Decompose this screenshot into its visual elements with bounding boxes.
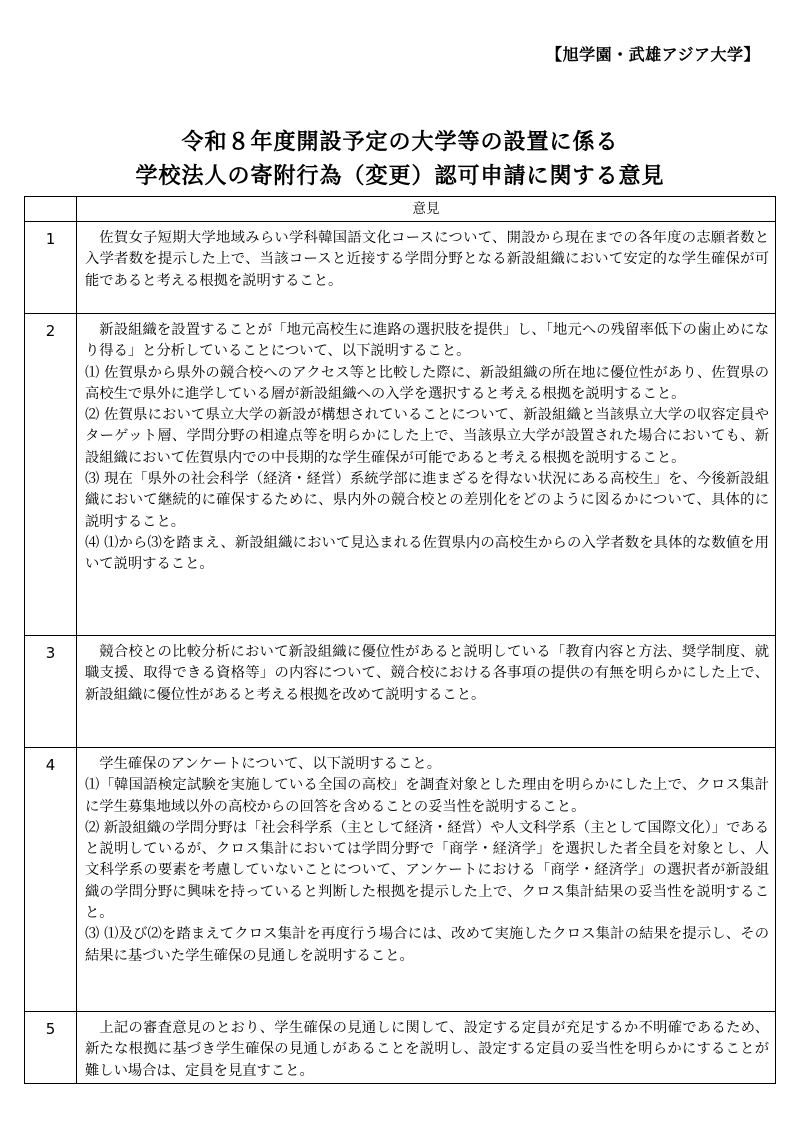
opinion-item: ⑴ 佐賀県から県外の競合校へのアクセス等と比較した際に、新設組織の所在地に優位性があり、佐賀県の高校生で県外に進学している層が新設組織への入学を選択すると考える根拠を説明すること。 — [85, 364, 769, 402]
opinion-paragraph: 競合校との比較分析において新設組織に優位性があると説明している「教育内容と方法、奨学制度、就職支援、取得できる資格等」の内容について、競合校における各事項の提供の有無を明らかにした上で、新設組織に優位性があると考える根拠を改めて説明すること。 — [85, 644, 769, 703]
title-line-2: 学校法人の寄附行為（変更）認可申請に関する意見 — [135, 164, 665, 189]
row-number: 4 — [25, 748, 77, 1012]
row-number: 3 — [25, 636, 77, 748]
table-row — [25, 1012, 776, 1084]
opinion-cell — [77, 748, 776, 1012]
opinion-item: ⑷ ⑴から⑶を踏まえ、新設組織において見込まれる佐賀県内の高校生からの入学者数を具体的な数値を用いて説明すること。 — [85, 534, 769, 573]
title-line-1: 令和８年度開設予定の大学等の設置に係る — [181, 130, 619, 155]
opinion-paragraph: 新設組織を設置することが「地元高校生に進路の選択肢を提供」し、「地元への残留率低下の歯止めになり得る」と分析していることについて、以下説明すること。 — [85, 322, 769, 360]
table-row — [25, 314, 776, 636]
table-row — [25, 222, 776, 314]
opinion-item: ⑵ 新設組織の学問分野は「社会科学系（主として経済・経営）や人文科学系（主として国際文化）」であると説明しているが、クロス集計においては学問分野で「商学・経済学」を選択した者全員を対象とし、人文科学系の要素を考慮していないことについて、アンケートにおける「商学・経済学」の選択者が新設組織の学問分野に興味を持っていると判断した根拠を提示した上で、クロス集計結果の妥当性を説明すること。 — [85, 819, 769, 922]
organization-label: 【旭学園・武雄アジア大学】 — [546, 45, 760, 64]
opinion-paragraph: 上記の審査意見のとおり、学生確保の見通しに関して、設定する定員が充足するか不明確であるため、新たな根拠に基づき学生確保の見通しがあることを説明し、設定する定員の妥当性を明らかにすることが難しい場合は、定員を見直すこと。 — [85, 1020, 769, 1079]
opinion-item: ⑴「韓国語検定試験を実施している全国の高校」を調査対象とした理由を明らかにした上で、クロス集計に学生募集地域以外の高校からの回答を含めることの妥当性を説明すること。 — [85, 777, 769, 815]
row-number: 2 — [25, 314, 77, 636]
opinion-item: ⑶ 現在「県外の社会科学（経済・経営）系統学部に進まざるを得ない状況にある高校生」を、今後新設組織において継続的に確保するために、県内外の競合校との差別化をどのように図るかについて、具体的に説明すること。 — [85, 471, 769, 530]
opinion-item: ⑵ 佐賀県において県立大学の新設が構想されていることについて、新設組織と当該県立大学の収容定員やターゲット層、学問分野の相違点等を明らかにした上で、当該県立大学が設置された場合においても、新設組織において佐賀県内での中長期的な学生確保が可能であると考える根拠を説明すること。 — [85, 407, 769, 466]
opinion-column-header: 意見 — [77, 197, 776, 222]
opinion-cell — [77, 222, 776, 314]
opinion-item: ⑶ ⑴及び⑵を踏まえてクロス集計を再度行う場合には、改めて実施したクロス集計の結果を提示し、その結果に基づいた学生確保の見通しを説明すること。 — [85, 926, 769, 964]
opinion-table — [24, 196, 776, 1084]
document-title — [0, 126, 800, 194]
opinion-cell — [77, 1012, 776, 1084]
opinion-paragraph: 佐賀女子短期大学地域みらい学科韓国語文化コースについて、開設から現在までの各年度の志願者数と入学者数を提示した上で、当該コースと近接する学問分野となる新設組織において安定的な学生確保が可能であると考える根拠を説明すること。 — [85, 230, 769, 289]
opinion-cell — [77, 636, 776, 748]
table-row — [25, 748, 776, 1012]
row-number: 5 — [25, 1012, 77, 1084]
row-number: 1 — [25, 222, 77, 314]
opinion-cell — [77, 314, 776, 636]
table-row — [25, 636, 776, 748]
table-header-row — [25, 197, 776, 222]
number-column-header — [25, 197, 77, 222]
opinion-paragraph: 学生確保のアンケートについて、以下説明すること。 — [99, 756, 441, 772]
